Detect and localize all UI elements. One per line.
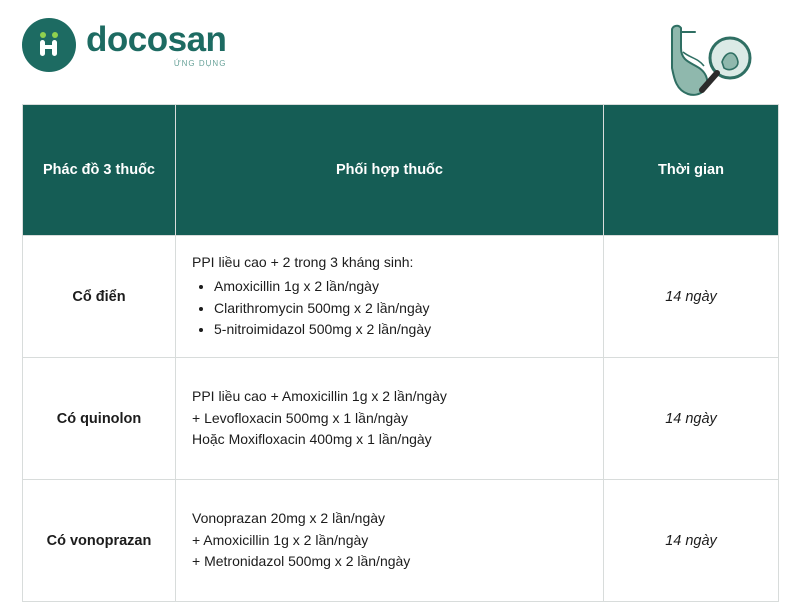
- cell-combination: [176, 358, 604, 480]
- regimen-table-container: [22, 104, 778, 602]
- cell-regimen: Có quinolon: [23, 358, 176, 480]
- list-item: • 5-nitroimidazol 500mg x 2 lần/ngày: [214, 319, 587, 341]
- column-header-regimen: Phác đồ 3 thuốc: [23, 105, 176, 236]
- combo-line: + Metronidazol 500mg x 2 lần/ngày: [192, 553, 411, 570]
- table-row: [23, 236, 779, 358]
- cell-duration: 14 ngày: [604, 480, 779, 602]
- cell-duration: 14 ngày: [604, 236, 779, 358]
- combo-line: + Levofloxacin 500mg x 1 lần/ngày: [192, 409, 408, 426]
- cell-regimen: Cổ điển: [23, 236, 176, 358]
- brand-text: [86, 22, 226, 68]
- column-header-duration: Thời gian: [604, 105, 779, 236]
- table-header-row: [23, 105, 779, 236]
- list-item: • Amoxicillin 1g x 2 lần/ngày: [214, 276, 587, 298]
- regimen-table: [22, 104, 779, 602]
- brand-name: docosan: [86, 20, 227, 59]
- combo-line: Vonoprazan 20mg x 2 lần/ngày: [192, 509, 386, 526]
- cell-regimen: Có vonoprazan: [23, 480, 176, 602]
- cell-duration: 14 ngày: [604, 358, 779, 480]
- combo-line: Hoặc Moxifloxacin 400mg x 1 lần/ngày: [192, 431, 432, 448]
- table-row: [23, 358, 779, 480]
- list-item: • Clarithromycin 500mg x 2 lần/ngày: [214, 298, 587, 320]
- column-header-combination: Phối hợp thuốc: [176, 105, 604, 236]
- cell-combination: [176, 480, 604, 602]
- stomach-magnifier-icon: [638, 22, 768, 102]
- table-row: [23, 480, 779, 602]
- combo-list: [192, 276, 587, 341]
- table-head: [23, 105, 779, 236]
- cell-combination: [176, 236, 604, 358]
- combo-lead: PPI liều cao + 2 trong 3 kháng sinh:: [192, 254, 414, 271]
- combo-line: + Amoxicillin 1g x 2 lần/ngày: [192, 531, 369, 548]
- brand-tagline: ỨNG DỤNG: [173, 59, 227, 68]
- table-body: [23, 236, 779, 602]
- page-header: [22, 18, 778, 90]
- docosan-logo-icon: [22, 18, 76, 72]
- combo-line: PPI liều cao + Amoxicillin 1g x 2 lần/ngày: [192, 387, 447, 404]
